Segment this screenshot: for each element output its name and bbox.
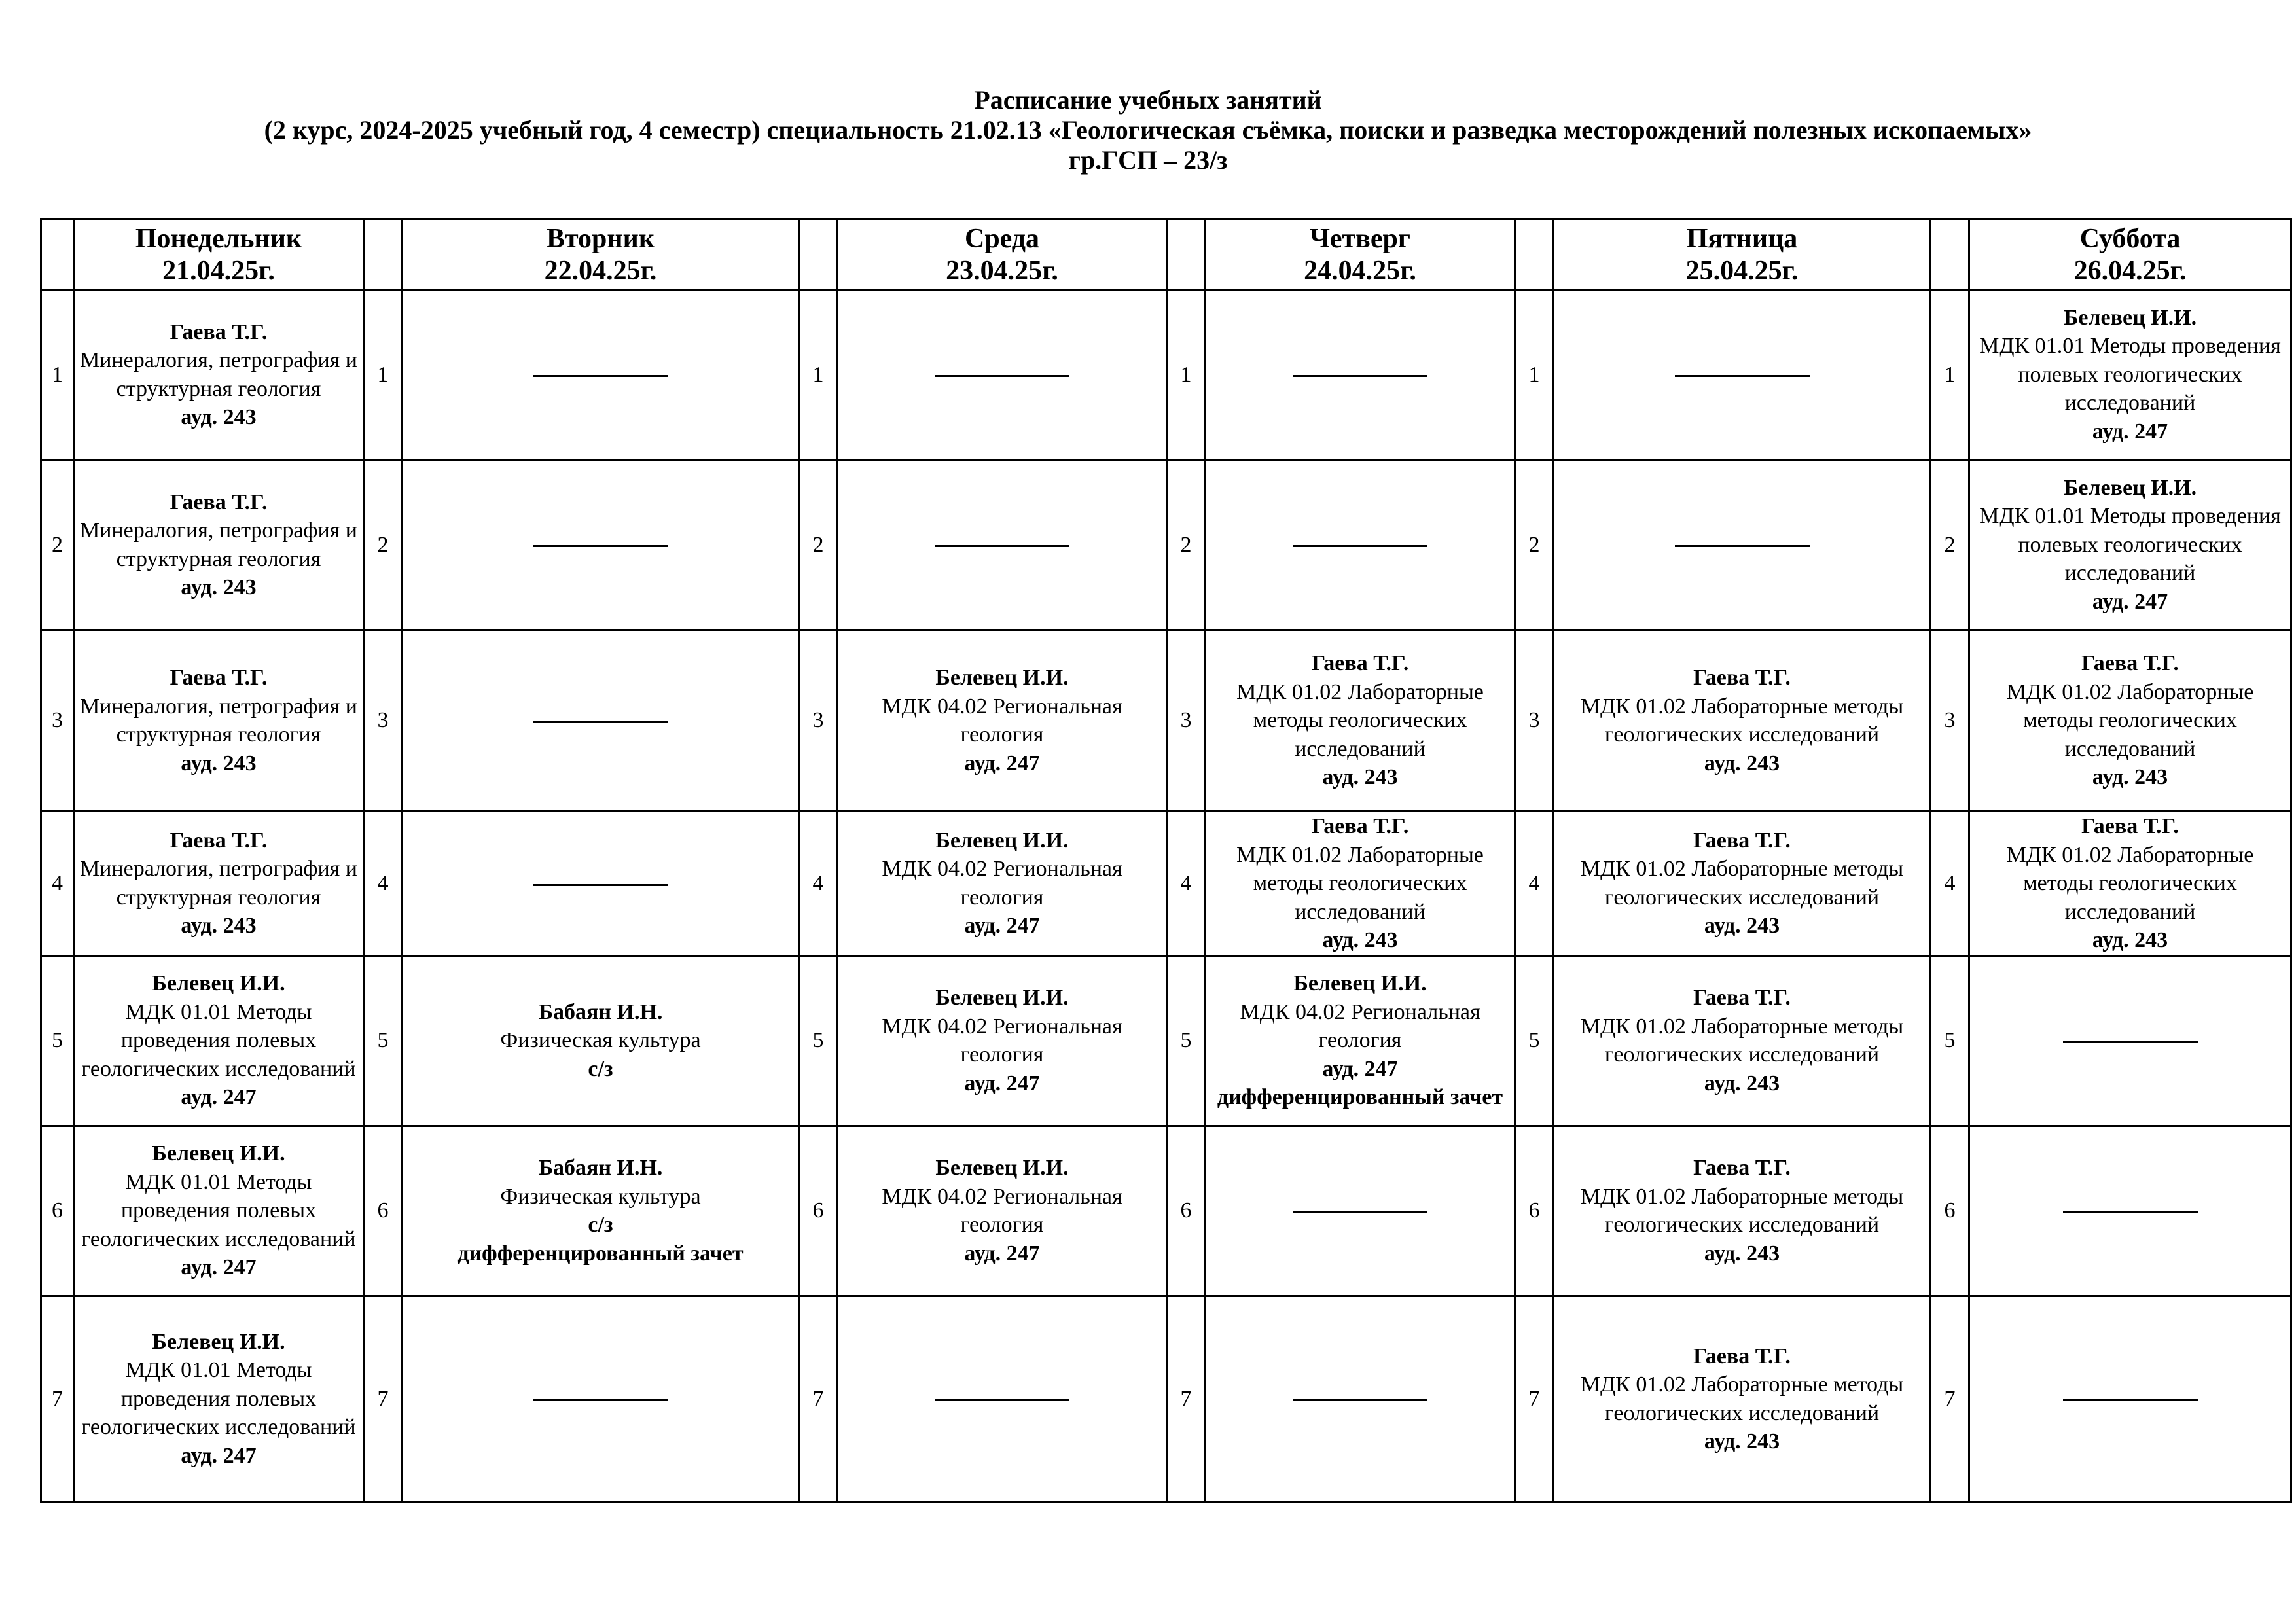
empty-slot-line — [935, 1399, 1069, 1401]
empty-slot-line — [2063, 1041, 2198, 1043]
subject-name: Физическая культура — [500, 1184, 701, 1209]
room-label: ауд. 243 — [1704, 751, 1780, 776]
empty-slot-line — [533, 884, 668, 886]
day-name: Вторник — [546, 223, 655, 254]
day-date: 25.04.25г. — [1685, 255, 1799, 286]
empty-cell — [1969, 955, 2291, 1126]
day-header — [1206, 219, 1515, 290]
day-name: Четверг — [1310, 223, 1410, 254]
day-date: 23.04.25г. — [946, 255, 1058, 286]
teacher-name: Гаева Т.Г. — [1693, 666, 1791, 690]
subject-name: МДК 01.02 Лабораторные методы геологических исследований — [1580, 857, 1904, 910]
subject-name: Минералогия, петрография и структурная геология — [79, 694, 357, 747]
lesson-cell — [1554, 955, 1931, 1126]
pair-number: 4 — [1515, 812, 1554, 956]
pair-number: 1 — [364, 290, 403, 460]
pair-number: 6 — [1515, 1126, 1554, 1296]
pair-number: 2 — [41, 460, 74, 630]
teacher-name: Бабаян И.Н. — [538, 999, 663, 1024]
pair-number-header — [1931, 219, 1969, 290]
pair-number: 5 — [1931, 955, 1969, 1126]
pair-number-header — [1167, 219, 1206, 290]
day-date: 22.04.25г. — [544, 255, 657, 286]
empty-cell — [1206, 460, 1515, 630]
subject-name: МДК 01.02 Лабораторные методы геологических исследований — [1580, 694, 1904, 747]
room-label: ауд. 247 — [964, 1241, 1040, 1266]
empty-cell — [838, 460, 1167, 630]
empty-slot-line — [1293, 375, 1427, 377]
room-label: ауд. 247 — [181, 1085, 257, 1110]
empty-cell — [1554, 290, 1931, 460]
day-header-row — [41, 219, 2291, 290]
lesson-cell — [1206, 812, 1515, 956]
lesson-cell — [74, 1126, 364, 1296]
pair-number: 1 — [799, 290, 838, 460]
pair-number: 4 — [799, 812, 838, 956]
subject-name: МДК 01.02 Лабораторные методы геологических исследований — [2006, 842, 2254, 924]
empty-slot-line — [1293, 545, 1427, 547]
exam-note: дифференцированный зачет — [457, 1241, 744, 1266]
pair-number: 3 — [364, 630, 403, 812]
pair-number: 5 — [364, 955, 403, 1126]
day-date: 24.04.25г. — [1304, 255, 1416, 286]
empty-cell — [403, 630, 799, 812]
pair-number: 1 — [1515, 290, 1554, 460]
pair-number-header — [1515, 219, 1554, 290]
pair-number: 1 — [1167, 290, 1206, 460]
room-label: ауд. 243 — [2092, 765, 2168, 790]
empty-cell — [403, 290, 799, 460]
empty-slot-line — [2063, 1399, 2198, 1401]
empty-cell — [1554, 460, 1931, 630]
subject-name: Минералогия, петрография и структурная геология — [79, 348, 357, 401]
subject-name: МДК 01.02 Лабораторные методы геологических исследований — [1236, 679, 1484, 761]
lesson-cell — [838, 630, 1167, 812]
day-date: 26.04.25г. — [2073, 255, 2187, 286]
subject-name: МДК 01.02 Лабораторные методы геологических исследований — [1236, 842, 1484, 924]
empty-slot-line — [533, 721, 668, 723]
schedule-table — [40, 218, 2292, 1503]
pair-number: 3 — [799, 630, 838, 812]
subject-name: Физическая культура — [500, 1028, 701, 1053]
lesson-cell — [838, 955, 1167, 1126]
empty-cell — [403, 460, 799, 630]
teacher-name: Бабаян И.Н. — [538, 1156, 663, 1180]
empty-cell — [1206, 1126, 1515, 1296]
pair-number: 1 — [1931, 290, 1969, 460]
teacher-name: Белевец И.И. — [152, 971, 285, 996]
subject-name: МДК 04.02 Региональная геология — [882, 1184, 1122, 1237]
room-label: ауд. 243 — [181, 405, 257, 429]
lesson-cell — [74, 812, 364, 956]
subject-name: Минералогия, петрография и структурная геология — [79, 518, 357, 571]
lesson-cell — [74, 290, 364, 460]
pair-number: 7 — [364, 1296, 403, 1502]
empty-cell — [838, 290, 1167, 460]
schedule-row — [41, 812, 2291, 956]
day-date: 21.04.25г. — [162, 255, 275, 286]
pair-number: 6 — [1167, 1126, 1206, 1296]
schedule-row — [41, 290, 2291, 460]
room-label: с/з — [588, 1056, 613, 1081]
teacher-name: Гаева Т.Г. — [1311, 651, 1409, 676]
teacher-name: Белевец И.И. — [935, 986, 1069, 1010]
empty-slot-line — [1675, 375, 1810, 377]
subject-name: МДК 01.02 Лабораторные методы геологических исследований — [1580, 1184, 1904, 1237]
subject-name: МДК 01.01 Методы проведения полевых геологических исследований — [1979, 504, 2281, 586]
subject-name: Минералогия, петрография и структурная геология — [79, 857, 357, 910]
schedule-body — [41, 290, 2291, 1503]
lesson-cell — [1969, 290, 2291, 460]
subject-name: МДК 01.02 Лабораторные методы геологических исследований — [1580, 1014, 1904, 1067]
subject-name: МДК 04.02 Региональная геология — [1240, 999, 1480, 1053]
room-label: с/з — [588, 1213, 613, 1237]
pair-number: 4 — [41, 812, 74, 956]
pair-number: 5 — [41, 955, 74, 1126]
lesson-cell — [74, 630, 364, 812]
pair-number: 4 — [1931, 812, 1969, 956]
room-label: ауд. 243 — [1704, 914, 1780, 938]
schedule-subtitle: (2 курс, 2024-2025 учебный год, 4 семестр) специальность 21.02.13 «Геологическая съёмка, поиски и разведка месторождений полезных ископаемых» — [264, 115, 2032, 145]
lesson-cell — [403, 955, 799, 1126]
room-label: ауд. 243 — [1322, 765, 1398, 790]
teacher-name: Белевец И.И. — [152, 1141, 285, 1166]
empty-cell — [403, 812, 799, 956]
room-label: ауд. 243 — [1322, 928, 1398, 952]
pair-number: 1 — [41, 290, 74, 460]
schedule-row — [41, 955, 2291, 1126]
lesson-cell — [1206, 955, 1515, 1126]
pair-number: 6 — [1931, 1126, 1969, 1296]
schedule-row — [41, 460, 2291, 630]
teacher-name: Гаева Т.Г. — [2081, 814, 2179, 838]
room-label: ауд. 243 — [181, 914, 257, 938]
day-header — [74, 219, 364, 290]
teacher-name: Гаева Т.Г. — [1693, 986, 1791, 1010]
day-name: Пятница — [1686, 223, 1798, 254]
subject-name: МДК 04.02 Региональная геология — [882, 857, 1122, 910]
empty-slot-line — [1675, 545, 1810, 547]
empty-cell — [1969, 1296, 2291, 1502]
subject-name: МДК 04.02 Региональная геология — [882, 1014, 1122, 1067]
lesson-cell — [838, 1126, 1167, 1296]
subject-name: МДК 01.01 Методы проведения полевых геологических исследований — [81, 1358, 356, 1440]
pair-number: 2 — [1931, 460, 1969, 630]
pair-number: 7 — [1167, 1296, 1206, 1502]
group-label: гр.ГСП – 23/з — [1068, 145, 1228, 175]
lesson-cell — [1554, 630, 1931, 812]
day-header — [403, 219, 799, 290]
pair-number: 2 — [364, 460, 403, 630]
day-name: Понедельник — [135, 223, 302, 254]
room-label: ауд. 243 — [181, 575, 257, 599]
pair-number-header — [799, 219, 838, 290]
room-label: ауд. 247 — [964, 751, 1040, 776]
empty-cell — [1969, 1126, 2291, 1296]
pair-number: 3 — [41, 630, 74, 812]
pair-number-header — [41, 219, 74, 290]
lesson-cell — [1206, 630, 1515, 812]
pair-number: 6 — [41, 1126, 74, 1296]
teacher-name: Белевец И.И. — [2063, 475, 2197, 500]
empty-slot-line — [935, 375, 1069, 377]
empty-slot-line — [533, 545, 668, 547]
empty-cell — [403, 1296, 799, 1502]
teacher-name: Гаева Т.Г. — [1693, 1156, 1791, 1180]
pair-number: 2 — [1515, 460, 1554, 630]
lesson-cell — [1969, 630, 2291, 812]
subject-name: МДК 01.02 Лабораторные методы геологических исследований — [2006, 679, 2254, 761]
pair-number: 6 — [799, 1126, 838, 1296]
pair-number: 7 — [41, 1296, 74, 1502]
lesson-cell — [1554, 812, 1931, 956]
teacher-name: Белевец И.И. — [1293, 971, 1427, 996]
subject-name: МДК 01.01 Методы проведения полевых геологических исследований — [81, 1169, 356, 1251]
pair-number: 3 — [1931, 630, 1969, 812]
teacher-name: Гаева Т.Г. — [1311, 814, 1409, 838]
day-name: Среда — [964, 223, 1040, 254]
schedule-row — [41, 1296, 2291, 1502]
lesson-cell — [1554, 1126, 1931, 1296]
pair-number: 2 — [1167, 460, 1206, 630]
room-label: ауд. 247 — [181, 1255, 257, 1280]
lesson-cell — [838, 812, 1167, 956]
empty-slot-line — [1293, 1211, 1427, 1213]
room-label: ауд. 243 — [1704, 1241, 1780, 1266]
room-label: ауд. 247 — [1322, 1056, 1398, 1081]
day-header — [1969, 219, 2291, 290]
subject-name: МДК 01.02 Лабораторные методы геологических исследований — [1580, 1372, 1904, 1425]
empty-slot-line — [935, 545, 1069, 547]
pair-number: 7 — [1515, 1296, 1554, 1502]
lesson-cell — [403, 1126, 799, 1296]
day-header — [838, 219, 1167, 290]
day-name: Суббота — [2079, 223, 2181, 254]
empty-slot-line — [533, 1399, 668, 1401]
teacher-name: Гаева Т.Г. — [2081, 651, 2179, 676]
room-label: ауд. 243 — [1704, 1071, 1780, 1096]
teacher-name: Гаева Т.Г. — [170, 490, 268, 514]
teacher-name: Гаева Т.Г. — [170, 828, 268, 853]
pair-number: 3 — [1515, 630, 1554, 812]
teacher-name: Белевец И.И. — [935, 1156, 1069, 1180]
lesson-cell — [74, 955, 364, 1126]
empty-cell — [1206, 290, 1515, 460]
subject-name: МДК 01.01 Методы проведения полевых геологических исследований — [81, 999, 356, 1081]
pair-number-header — [364, 219, 403, 290]
room-label: ауд. 243 — [181, 751, 257, 776]
lesson-cell — [1554, 1296, 1931, 1502]
teacher-name: Гаева Т.Г. — [1693, 828, 1791, 853]
teacher-name: Белевец И.И. — [152, 1329, 285, 1354]
pair-number: 5 — [1515, 955, 1554, 1126]
lesson-cell — [74, 1296, 364, 1502]
empty-slot-line — [1293, 1399, 1427, 1401]
lesson-cell — [74, 460, 364, 630]
pair-number: 5 — [799, 955, 838, 1126]
pair-number: 2 — [799, 460, 838, 630]
empty-slot-line — [2063, 1211, 2198, 1213]
schedule-header — [0, 85, 2296, 175]
teacher-name: Гаева Т.Г. — [170, 666, 268, 690]
subject-name: МДК 01.01 Методы проведения полевых геологических исследований — [1979, 334, 2281, 416]
room-label: ауд. 243 — [1704, 1429, 1780, 1454]
room-label: ауд. 247 — [2092, 419, 2168, 444]
pair-number: 5 — [1167, 955, 1206, 1126]
schedule-title: Расписание учебных занятий — [974, 85, 1322, 115]
pair-number: 3 — [1167, 630, 1206, 812]
teacher-name: Белевец И.И. — [935, 666, 1069, 690]
day-header — [1554, 219, 1931, 290]
schedule-row — [41, 630, 2291, 812]
exam-note: дифференцированный зачет — [1217, 1085, 1503, 1110]
pair-number: 7 — [1931, 1296, 1969, 1502]
empty-cell — [1206, 1296, 1515, 1502]
pair-number: 4 — [1167, 812, 1206, 956]
room-label: ауд. 247 — [181, 1443, 257, 1468]
teacher-name: Белевец И.И. — [2063, 305, 2197, 330]
room-label: ауд. 247 — [2092, 589, 2168, 614]
empty-slot-line — [533, 375, 668, 377]
teacher-name: Гаева Т.Г. — [170, 319, 268, 344]
lesson-cell — [1969, 460, 2291, 630]
room-label: ауд. 243 — [2092, 928, 2168, 952]
teacher-name: Белевец И.И. — [935, 828, 1069, 853]
empty-cell — [838, 1296, 1167, 1502]
pair-number: 7 — [799, 1296, 838, 1502]
lesson-cell — [1969, 812, 2291, 956]
pair-number: 4 — [364, 812, 403, 956]
room-label: ауд. 247 — [964, 914, 1040, 938]
subject-name: МДК 04.02 Региональная геология — [882, 694, 1122, 747]
pair-number: 6 — [364, 1126, 403, 1296]
teacher-name: Гаева Т.Г. — [1693, 1344, 1791, 1368]
room-label: ауд. 247 — [964, 1071, 1040, 1096]
schedule-row — [41, 1126, 2291, 1296]
